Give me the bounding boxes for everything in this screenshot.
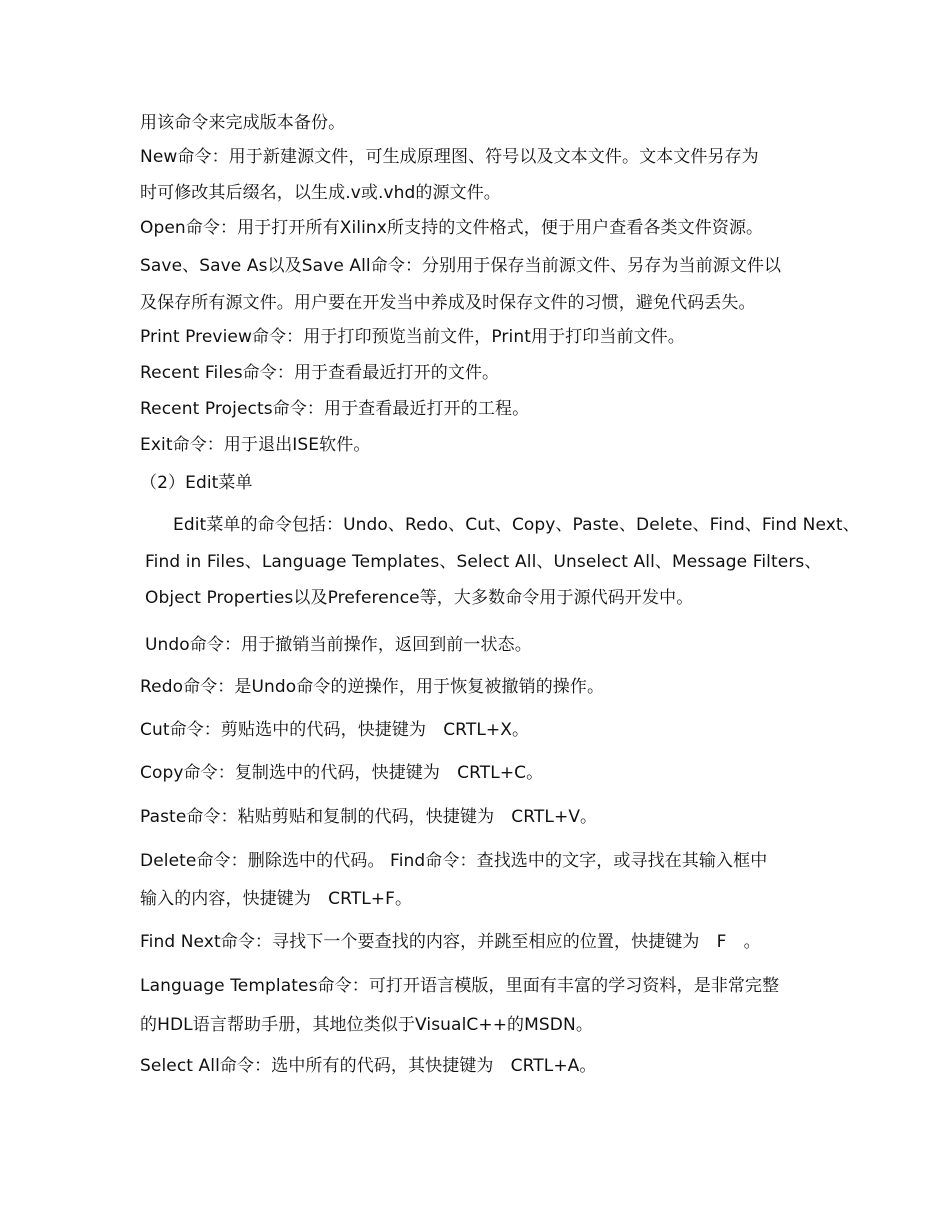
text-line-23: Language Templates命令：可打开语言模版，里面有丰富的学习资料，是非常完整 (140, 976, 780, 996)
text-line-14: Object Properties以及Preference等，大多数命令用于源代码开发中。 (145, 588, 694, 608)
text-line-4: Open命令：用于打开所有Xilinx所支持的文件格式，便于用户查看各类文件资源。 (140, 218, 764, 238)
text-line-12: Edit菜单的命令包括：Undo、Redo、Cut、Copy、Paste、Delete、Find、Find Next、 (173, 515, 860, 535)
text-line-6: 及保存所有源文件。用户要在开发当中养成及时保存文件的习惯，避免代码丢失。 (140, 293, 756, 313)
text-line-16: Redo命令：是Undo命令的逆操作，用于恢复被撤销的操作。 (140, 677, 605, 697)
text-line-2: New命令：用于新建源文件，可生成原理图、符号以及文本文件。文本文件另存为 (140, 147, 759, 167)
text-line-13: Find in Files、Language Templates、Select All、Unselect All、Message Filters、 (145, 552, 822, 572)
text-line-19: Paste命令：粘贴剪贴和复制的代码，快捷键为 CRTL+V。 (140, 807, 598, 827)
text-line-15: Undo命令：用于撤销当前操作，返回到前一状态。 (145, 635, 532, 655)
section-heading-edit-menu: （2）Edit菜单 (140, 473, 253, 493)
text-line-1: 用该命令来完成版本备份。 (140, 113, 346, 133)
text-line-18: Copy命令：复制选中的代码，快捷键为 CRTL+C。 (140, 763, 544, 783)
text-line-21: 输入的内容，快捷键为 CRTL+F。 (140, 889, 413, 909)
text-line-17: Cut命令：剪贴选中的代码，快捷键为 CRTL+X。 (140, 720, 530, 740)
text-line-5: Save、Save As以及Save All命令：分别用于保存当前源文件、另存为当前源文件以 (140, 256, 782, 276)
text-line-22: Find Next命令：寻找下一个要查找的内容，并跳至相应的位置，快捷键为 F 。 (140, 932, 761, 952)
text-line-20: Delete命令：删除选中的代码。 Find命令：查找选中的文字，或寻找在其输入框中 (140, 851, 768, 871)
text-line-8: Recent Files命令：用于查看最近打开的文件。 (140, 363, 500, 383)
text-line-3: 时可修改其后缀名，以生成.v或.vhd的源文件。 (140, 183, 501, 203)
text-line-7: Print Preview命令：用于打印预览当前文件，Print用于打印当前文件。 (140, 327, 685, 347)
text-line-25: Select All命令：选中所有的代码，其快捷键为 CRTL+A。 (140, 1056, 597, 1076)
text-line-9: Recent Projects命令：用于查看最近打开的工程。 (140, 399, 530, 419)
text-line-24: 的HDL语言帮助手册，其地位类似于VisualC++的MSDN。 (140, 1015, 593, 1035)
text-line-10: Exit命令：用于退出ISE软件。 (140, 435, 371, 455)
